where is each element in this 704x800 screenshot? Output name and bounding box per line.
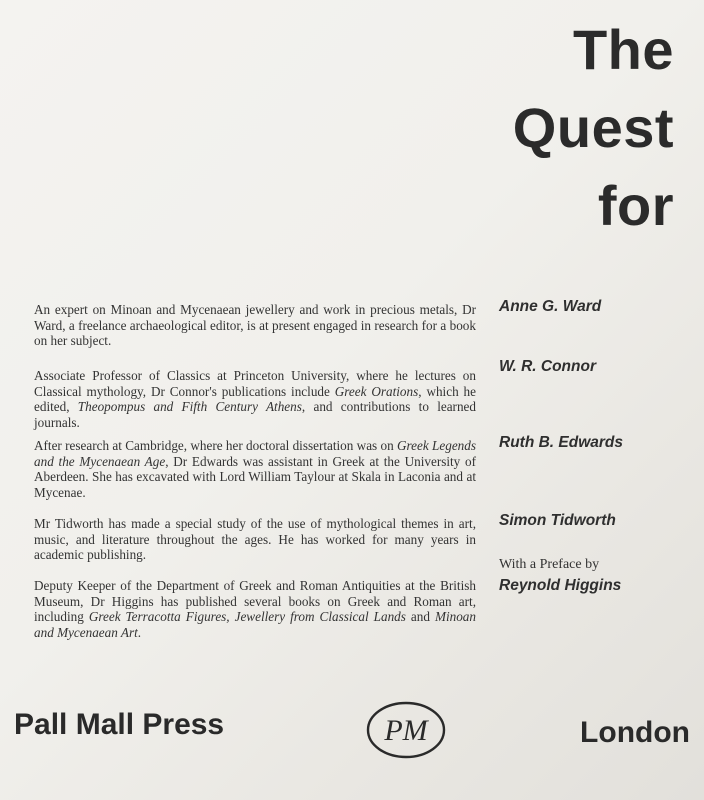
bio-text: , and contributions to learned journals. [34,399,476,430]
bio-text: . [137,624,142,640]
bio-text: After research at Cambridge, where her doctoral dissertation was on [34,438,397,453]
title-line-quest: Quest [512,96,674,159]
book-title: Greek Legends and the Mycenaean Age [34,438,476,469]
author-name-reynold-higgins: Reynold Higgins [499,577,622,594]
bio-text: Mr Tidworth has made a special study of the use of mythological themes in art, music, and literature throughout the ages. He has worked for many years in academic publishing. [34,516,476,563]
publisher-logo-icon [365,700,447,760]
bio-text: , Dr Edwards was assistant in Greek at the University of Aberdeen. She has excavated with Lord William Taylour at Skala in Laconia and at Mycenae. [34,453,476,500]
publisher-name: Pall Mall Press [14,708,225,741]
author-name-wr-connor: W. R. Connor [499,358,596,375]
bio-reynold-higgins [34,578,476,640]
bio-simon-tidworth [34,516,476,563]
book-title: Greek Terracotta Figures, Jewellery from Classical Lands [88,609,406,625]
bio-wr-connor [34,368,476,430]
bio-text: Deputy Keeper of the Department of Greek and Roman Antiquities at the British Museum, Dr Higgins has published several books on Greek and Roman art, including [34,578,476,625]
publisher-city: London [580,716,690,749]
book-title: Greek Orations [334,383,419,399]
bio-ruth-edwards [34,438,476,500]
bio-anne-ward [34,302,476,349]
bio-text: and [405,609,435,625]
title-line-the: The [572,18,674,81]
publisher-logo-text: PM [384,714,428,747]
title-line-for: for [597,174,674,237]
author-name-ruth-edwards: Ruth B. Edwards [499,434,624,451]
book-title: Theopompus and Fifth Century Athens [77,399,302,415]
bio-text: , which he edited, [34,383,476,415]
bio-text: An expert on Minoan and Mycenaean jewellery and work in precious metals, Dr Ward, a freelance archaeological editor, is at present engaged in research for a book on her subject. [34,302,476,349]
author-name-simon-tidworth: Simon Tidworth [499,512,616,529]
bio-text: Associate Professor of Classics at Princeton University, where he lectures on Classical mythology, Dr Connor's publications include [34,368,476,399]
preface-label: With a Preface by [499,557,600,572]
book-title: Minoan and Mycenaean Art [34,609,476,640]
author-name-anne-ward: Anne G. Ward [499,298,602,315]
